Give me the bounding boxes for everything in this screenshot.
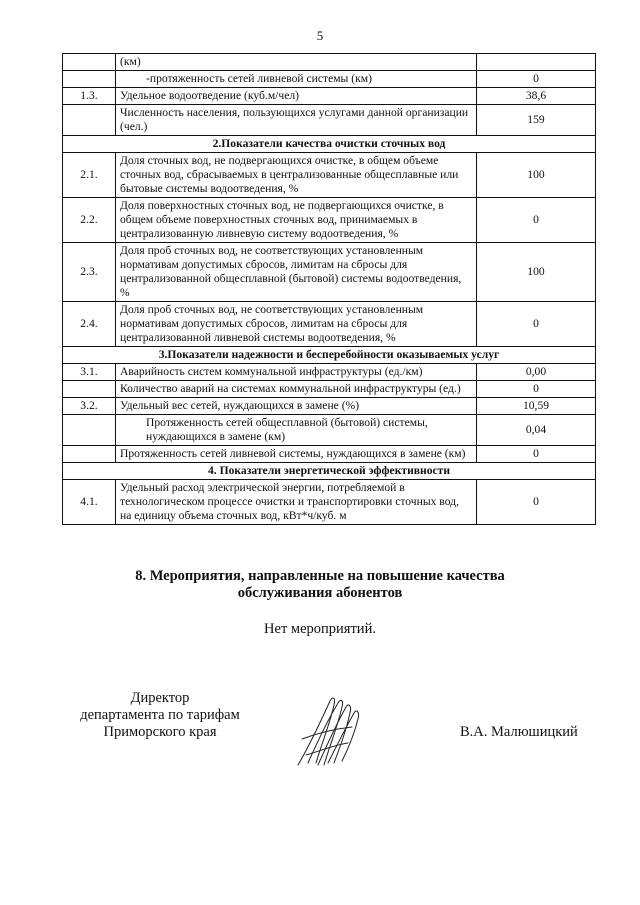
table-section-row: [63, 347, 596, 364]
row-number: 3.2.: [63, 398, 116, 415]
row-number: 1.3.: [63, 88, 116, 105]
indicator-value: 10,59: [477, 398, 596, 415]
section-8-heading-line2: обслуживания абонентов: [237, 585, 403, 601]
row-number: 4.1.: [63, 480, 116, 525]
row-number: 2.1.: [63, 153, 116, 198]
signer-name: В.А. Малюшицкий: [460, 724, 578, 740]
indicator-name: Удельный вес сетей, нуждающихся в замене (%): [116, 398, 477, 415]
table-row: [63, 88, 596, 105]
indicator-name: Аварийность систем коммунальной инфраструктуры (ед./км): [116, 364, 477, 381]
table-row: [63, 415, 596, 446]
indicator-name: -протяженность сетей ливневой системы (км): [116, 71, 477, 88]
row-number: [63, 446, 116, 463]
table-row: [63, 243, 596, 302]
indicator-name: Численность населения, пользующихся услугами данной организации (чел.): [116, 105, 477, 136]
indicator-name: Доля сточных вод, не подвергающихся очистке, в общем объеме сточных вод, сбрасываемых в централизованные общесплавные или бытовые системы водоотведения, %: [116, 153, 477, 198]
section-heading: 2.Показатели качества очистки сточных вод: [63, 136, 596, 153]
row-number: [63, 71, 116, 88]
no-measures-text: Нет мероприятий.: [264, 621, 376, 637]
section-heading: 3.Показатели надежности и бесперебойности оказываемых услуг: [63, 347, 596, 364]
indicator-value: 0,04: [477, 415, 596, 446]
table-row: [63, 480, 596, 525]
indicator-value: 38,6: [477, 88, 596, 105]
indicator-value: 0: [477, 446, 596, 463]
indicator-value: [477, 54, 596, 71]
table-row: [63, 398, 596, 415]
indicator-name: Доля поверхностных сточных вод, не подвергающихся очистке, в общем объеме поверхностных сточных вод, принимаемых в централизованную ливневую систему водоотведения, %: [116, 198, 477, 243]
table-row: [63, 153, 596, 198]
table-section-row: [63, 463, 596, 480]
table-row: [63, 302, 596, 347]
indicator-name: Количество аварий на системах коммунальной инфраструктуры (ед.): [116, 381, 477, 398]
handwritten-signature: [294, 693, 364, 768]
signer-title-line1: Директор: [130, 690, 190, 706]
indicator-name: Протяженность сетей общесплавной (бытовой) системы, нуждающихся в замене (км): [116, 415, 477, 446]
indicator-name: Удельное водоотведение (куб.м/чел): [116, 88, 477, 105]
indicator-name: Удельный расход электрической энергии, потребляемой в технологическом процессе очистки и транспортировки сточных вод, на единицу объема сточных вод, кВт*ч/куб. м: [116, 480, 477, 525]
indicator-value: 100: [477, 153, 596, 198]
row-number: 2.4.: [63, 302, 116, 347]
indicator-value: 0: [477, 302, 596, 347]
table-section-row: [63, 136, 596, 153]
table-row: [63, 54, 596, 71]
row-number: 2.3.: [63, 243, 116, 302]
indicator-name: Доля проб сточных вод, не соответствующих установленным нормативам допустимых сбросов, лимитам на сбросы для централизованной общесплавной (бытовой) системы водоотведения, %: [116, 243, 477, 302]
row-number: [63, 54, 116, 71]
table-row: [63, 198, 596, 243]
indicator-value: 0: [477, 480, 596, 525]
indicator-value: 0: [477, 71, 596, 88]
table-row: [63, 71, 596, 88]
table-row: [63, 381, 596, 398]
table-row: [63, 105, 596, 136]
indicators-table-body: [63, 54, 596, 525]
indicators-table: [62, 53, 596, 525]
table-row: [63, 446, 596, 463]
indicator-name: Доля проб сточных вод, не соответствующих установленным нормативам допустимых сбросов, лимитам на сбросы для централизованной ливневой системы водоотведения, %: [116, 302, 477, 347]
indicator-value: 0,00: [477, 364, 596, 381]
indicator-value: 0: [477, 198, 596, 243]
signer-title: [60, 690, 260, 741]
indicator-name: (км): [116, 54, 477, 71]
indicator-value: 0: [477, 381, 596, 398]
indicator-name: Протяженность сетей ливневой системы, нуждающихся в замене (км): [116, 446, 477, 463]
page-number: 5: [316, 28, 324, 43]
row-number: [63, 105, 116, 136]
indicator-value: 100: [477, 243, 596, 302]
section-8-heading-line1: 8. Мероприятия, направленные на повышение качества: [135, 568, 505, 584]
row-number: [63, 381, 116, 398]
section-8-heading: [0, 568, 640, 602]
indicator-value: 159: [477, 105, 596, 136]
section-heading: 4. Показатели энергетической эффективности: [63, 463, 596, 480]
table-row: [63, 364, 596, 381]
row-number: 2.2.: [63, 198, 116, 243]
row-number: 3.1.: [63, 364, 116, 381]
signer-title-line2: департамента по тарифам: [80, 707, 240, 723]
signer-title-line3: Приморского края: [103, 724, 217, 740]
row-number: [63, 415, 116, 446]
